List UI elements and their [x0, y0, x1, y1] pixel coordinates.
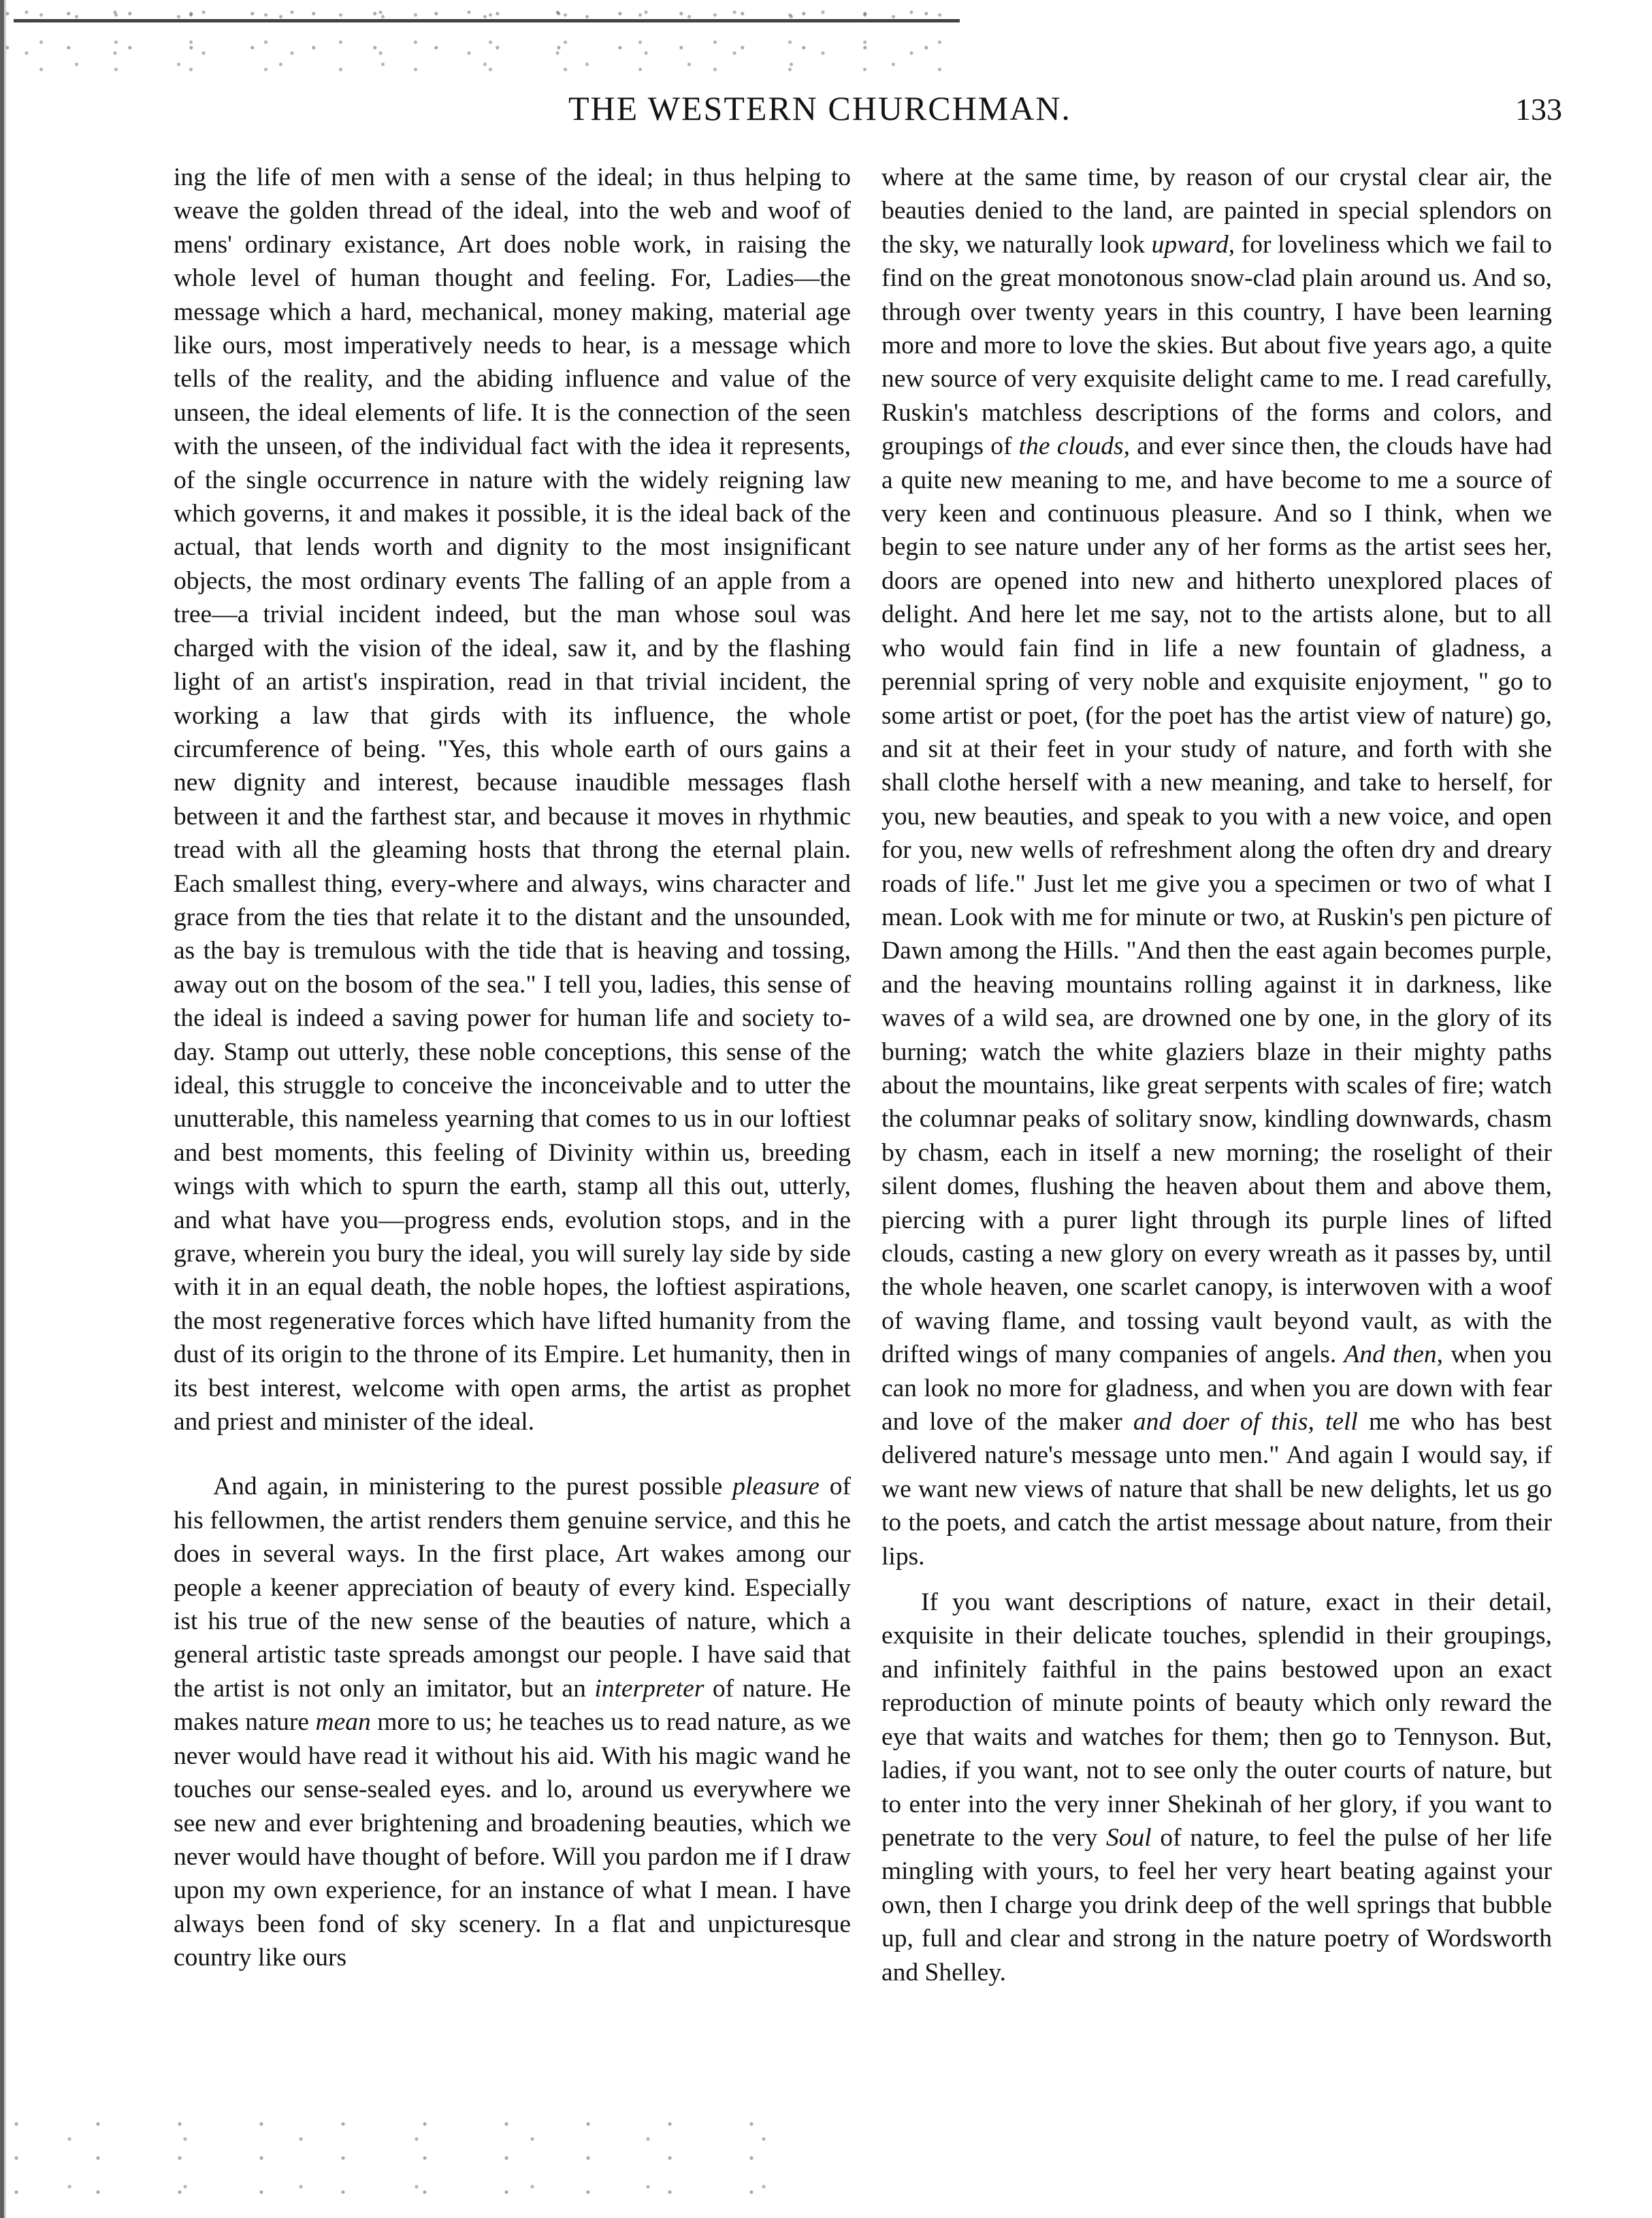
text-run: And again, in ministering to the purest possible [213, 1473, 733, 1501]
italic-text: upward, [1151, 230, 1235, 259]
scan-noise-top [0, 0, 960, 75]
paragraph [881, 161, 1552, 1573]
page-number: 133 [1515, 92, 1562, 127]
text-run: of nature, to feel the pulse of her life mingling with yours, to feel her very heart beating against your own, then I charge you drink deep of the well springs that bubble up, full and clear and strong in the nature poetry of Wordsworth and Shelley. [881, 1823, 1552, 1987]
text-run: where at the same time, by reason of our crystal clear air, the beauties denied to the land, are painted in special splendors on the sky, we naturally look [881, 163, 1552, 259]
italic-text: interpreter [594, 1674, 704, 1703]
right-column [881, 161, 1552, 1989]
scan-binding-edge [0, 0, 15, 2218]
italic-text: pleasure [732, 1473, 820, 1501]
scan-noise-bottom [0, 2110, 817, 2218]
italic-text: the clouds, [1018, 432, 1130, 461]
paragraph [881, 1586, 1552, 1989]
text-run: of his fellowmen, the artist renders them genuine service, and this he does in several ways. In the first place, Art wakes among our people a keener appreciation of beauty of every kind. Especially ist his true of the new sense of the beauties of nature, which a general artistic taste spreads amongst our people. I have said that the artist is not only an imitator, but an [174, 1473, 851, 1703]
text-run: for loveliness which we fail to find on the great monotonous snow-clad plain around us. And so, through over twenty years in this country, I have been learning more and more to love the skies. But about five years ago, a quite new source of very exquisite delight came to me. I read carefully, Ruskin's matchless descriptions of the forms and colors, and groupings of [881, 230, 1553, 461]
italic-text: And then, [1344, 1340, 1444, 1369]
paragraph: ing the life of men with a sense of the ideal; in thus helping to weave the golden thread of the ideal, into the web and woof of mens' ordinary existance, Art does noble work, in raising the whole level of human thought and feeling. For, Ladies—the message which a hard, mechanical, money making, material age like ours, most imperatively needs to hear, is a message which tells of the reality, and the abiding influence and value of the unseen, the ideal elements of life. It is the connection of the seen with the unseen, of the individual fact with the idea it represents, of the single occurrence in nature with the widely reigning law which governs, it and makes it possible, it is the ideal back of the actual, that lends worth and dignity to the most insignificant objects, the most ordinary events The falling of an apple from a tree—a trivial incident indeed, but the man whose soul was charged with the vision of the ideal, saw it, and by the flashing light of an artist's inspiration, read in that trivial incident, the working a law that girds with its influence, the whole circumference of being. "Yes, this whole earth of ours gains a new dignity and interest, because inaudible messages flash between it and the farthest star, and because it moves in rhythmic tread with all the gleaming hosts that throng the eternal plain. Each smallest thing, every-where and always, wins character and grace from the ties that relate it to the distant and the unsounded, as the bay is tremulous with the tide that is heaving and tossing, away out on the bosom of the sea." I tell you, ladies, this sense of the ideal is indeed a saving power for human life and society to-day. Stamp out utterly, these noble conceptions, this sense of the ideal, this struggle to conceive the inconceivable and to utter the unutterable, this nameless yearning that comes to us in our loftiest and best moments, this feeling of Divinity within us, breeding wings with which to spurn the earth, stamp all this out, utterly, and what have you—progress ends, evolution stops, and in the grave, wherein you bury the ideal, you will surely lay side by side with it in an equal death, the noble hopes, the loftiest aspirations, the most regenerative forces which have lifted humanity from the dust of its origin to the throne of its Empire. Let humanity, then in its best interest, welcome with open arms, the artist as prophet and priest and minister of the ideal. [174, 163, 851, 1436]
page-header [174, 89, 1562, 143]
text-run: me who has best delivered nature's message unto men." And again I would say, if we want new views of nature that shall be new delights, let us go to the poets, and catch the artist message about nature, from their lips. [881, 1408, 1552, 1571]
scan-edge-rule [14, 19, 960, 22]
text-run: If you want descriptions of nature, exact in their detail, exquisite in their delicate touches, splendid in their groupings, and infinitely faithful in the pains bestowed upon an exact reproduction of minute points of beauty which only reward the eye that waits and watches for them; then go to Tennyson. But, ladies, if you want, not to see only the outer courts of nature, but to enter into the very inner Shekinah of her glory, if you want to penetrate to the very [881, 1588, 1552, 1852]
left-column [174, 161, 851, 1975]
text-run: when you can look no more for gladness, and when you are down with fear and love of the maker [881, 1340, 1552, 1436]
text-run: and ever since then, the clouds have had a quite new meaning to me, and have become to me a source of very keen and continuous pleasure. And so I think, when we begin to see nature under any of her forms as the artist sees her, doors are opened into new and hitherto unexplored places of delight. And here let me say, not to the artists alone, but to all who would fain find in life a new fountain of gladness, a perennial spring of very noble and exquisite enjoyment, " go to some artist or poet, (for the poet has the artist view of nature) go, and sit at their feet in your study of nature, and forth with she shall clothe herself with a new meaning, and take to herself, for you, new beauties, and speak to you with a new voice, and open for you, new wells of refreshment along the often dry and dreary roads of life." Just let me give you a specimen or two of what I mean. Look with me for minute or two, at Ruskin's pen picture of Dawn among the Hills. "And then the east again becomes purple, and the heaving mountains rolling against it in darkness, like waves of a wild sea, are drowned one by one, in the glory of its burning; watch the white glaziers blaze in their mighty paths about the mountains, like great serpents with scales of fire; watch the columnar peaks of solitary snow, kindling downwards, chasm by chasm, each in itself a new morning; the roselight of their silent domes, flushing the heaven about them and above them, piercing with a purer light through its purple lines of lifted clouds, casting a new glory on every wreath as it passes by, until the whole heaven, one scarlet canopy, is interwoven with a woof of waving flame, and tossing vault beyond vault, as with the drifted wings of many companies of angels. [881, 432, 1552, 1369]
text-run: of nature. He makes nature [174, 1674, 851, 1737]
text-run: more to us; he teaches us to read nature, as we never would have read it without his aid. With his magic wand he touches our sense-sealed eyes. and lo, around us everywhere we see new and ever brightening and broadening beauties, which we never would have thought of before. Will you pardon me if I draw upon my own experience, for an instance of what I mean. I have always been fond of sky scenery. In a flat and unpicturesque country like ours [174, 1708, 851, 1972]
running-title: THE WESTERN CHURCHMAN. [568, 89, 1071, 127]
italic-text: mean [315, 1708, 371, 1737]
italic-text: Soul [1105, 1823, 1152, 1852]
italic-text: and doer of this, tell [1133, 1408, 1358, 1436]
paragraph [174, 1470, 851, 1974]
